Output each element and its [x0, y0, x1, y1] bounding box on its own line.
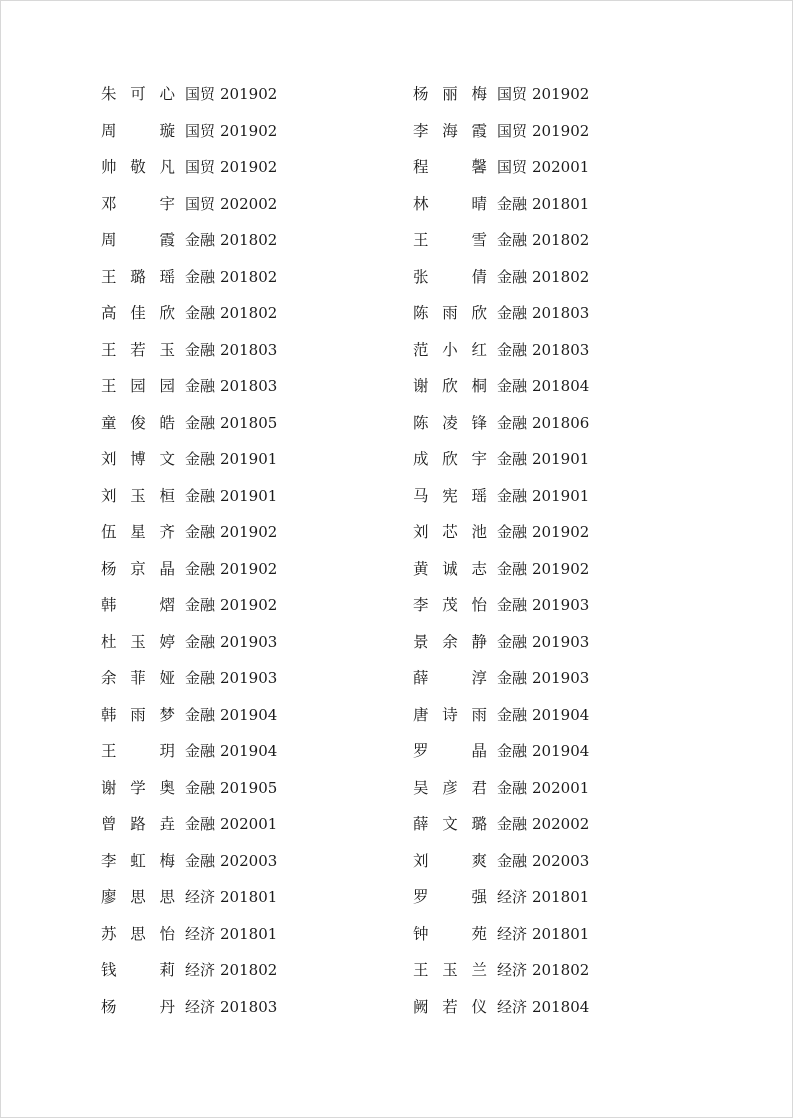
student-class-year: 201803 — [220, 340, 278, 359]
roster-entry — [101, 374, 401, 396]
student-name: 王璐瑶 — [101, 267, 175, 286]
roster-entry — [101, 228, 401, 250]
student-major: 金融 — [185, 523, 216, 542]
student-class-year: 202003 — [532, 851, 590, 870]
table-row — [101, 988, 701, 1025]
table-row — [101, 513, 701, 550]
student-major: 经济 — [497, 997, 528, 1016]
student-name: 薛文璐 — [413, 815, 487, 834]
student-class-year: 201902 — [532, 559, 590, 578]
table-row — [101, 951, 701, 988]
student-name: 马宪瑶 — [413, 486, 487, 505]
roster-entry — [401, 301, 701, 323]
roster-cell — [401, 623, 701, 660]
student-major: 金融 — [497, 851, 528, 870]
table-row — [101, 878, 701, 915]
roster-cell — [101, 221, 401, 258]
roster-entry — [401, 228, 701, 250]
roster-entry — [401, 484, 701, 506]
student-name: 刘博文 — [101, 450, 175, 469]
roster-cell — [401, 878, 701, 915]
roster-entry — [401, 411, 701, 433]
student-major: 金融 — [497, 705, 528, 724]
roster-cell — [401, 659, 701, 696]
student-major: 金融 — [497, 815, 528, 834]
student-major: 金融 — [497, 523, 528, 542]
student-major: 金融 — [185, 596, 216, 615]
student-major: 金融 — [185, 559, 216, 578]
roster-cell — [101, 769, 401, 806]
student-class-year: 201805 — [220, 413, 278, 432]
student-name: 童俊皓 — [101, 413, 175, 432]
student-class-year: 201901 — [532, 450, 590, 469]
student-name: 陈凌锋 — [413, 413, 487, 432]
student-name: 刘 爽 — [413, 851, 487, 870]
student-major: 国贸 — [497, 85, 528, 104]
table-row — [101, 915, 701, 952]
table-row — [101, 258, 701, 295]
student-class-year: 201904 — [220, 705, 278, 724]
roster-entry — [101, 411, 401, 433]
student-class-year: 201902 — [532, 85, 590, 104]
table-row — [101, 112, 701, 149]
student-class-year: 201902 — [220, 121, 278, 140]
student-class-year: 201904 — [532, 742, 590, 761]
student-name: 林 晴 — [413, 194, 487, 213]
roster-cell — [401, 696, 701, 733]
roster-entry — [401, 776, 701, 798]
student-class-year: 201803 — [220, 377, 278, 396]
roster-entry — [101, 155, 401, 177]
roster-cell — [401, 331, 701, 368]
roster-cell — [101, 586, 401, 623]
student-class-year: 201802 — [220, 231, 278, 250]
student-name: 钱 莉 — [101, 961, 175, 980]
student-class-year: 202002 — [220, 194, 278, 213]
student-class-year: 201804 — [532, 997, 590, 1016]
student-class-year: 201902 — [220, 596, 278, 615]
student-major: 经济 — [497, 888, 528, 907]
student-class-year: 201904 — [220, 742, 278, 761]
table-row — [101, 477, 701, 514]
student-name: 朱可心 — [101, 85, 175, 104]
student-class-year: 201901 — [220, 486, 278, 505]
roster-cell — [101, 623, 401, 660]
student-class-year: 201802 — [220, 304, 278, 323]
student-major: 金融 — [497, 596, 528, 615]
student-name: 成欣宇 — [413, 450, 487, 469]
roster-entry — [401, 557, 701, 579]
student-name: 吴彦君 — [413, 778, 487, 797]
roster-cell — [101, 915, 401, 952]
student-major: 国贸 — [497, 158, 528, 177]
roster-cell — [101, 75, 401, 112]
student-major: 金融 — [497, 304, 528, 323]
roster-cell — [101, 440, 401, 477]
roster-entry — [401, 520, 701, 542]
student-class-year: 201903 — [220, 669, 278, 688]
roster-entry — [401, 739, 701, 761]
table-row — [101, 769, 701, 806]
roster-cell — [401, 842, 701, 879]
student-name: 杨丽梅 — [413, 85, 487, 104]
roster-entry — [101, 484, 401, 506]
student-class-year: 201902 — [220, 158, 278, 177]
student-class-year: 201902 — [220, 85, 278, 104]
roster-cell — [401, 586, 701, 623]
table-row — [101, 294, 701, 331]
roster-entry — [401, 374, 701, 396]
student-major: 金融 — [185, 450, 216, 469]
student-class-year: 201902 — [532, 523, 590, 542]
student-major: 金融 — [497, 778, 528, 797]
student-name: 邓 宇 — [101, 194, 175, 213]
student-class-year: 201801 — [532, 194, 590, 213]
roster-table — [101, 75, 701, 1024]
student-major: 金融 — [185, 486, 216, 505]
student-major: 金融 — [185, 815, 216, 834]
student-major: 金融 — [185, 231, 216, 250]
roster-cell — [101, 148, 401, 185]
student-major: 金融 — [497, 340, 528, 359]
student-name: 程 馨 — [413, 158, 487, 177]
student-class-year: 201803 — [532, 340, 590, 359]
roster-cell — [101, 331, 401, 368]
roster-cell — [401, 112, 701, 149]
roster-cell — [401, 440, 701, 477]
roster-entry — [101, 958, 401, 980]
student-name: 韩雨梦 — [101, 705, 175, 724]
roster-cell — [401, 988, 701, 1025]
roster-cell — [101, 732, 401, 769]
student-class-year: 201802 — [532, 267, 590, 286]
roster-cell — [401, 550, 701, 587]
roster-entry — [101, 630, 401, 652]
student-name: 周 霞 — [101, 231, 175, 250]
roster-entry — [401, 155, 701, 177]
student-name: 周 璇 — [101, 121, 175, 140]
student-major: 国贸 — [185, 85, 216, 104]
roster-cell — [101, 805, 401, 842]
student-name: 廖思思 — [101, 888, 175, 907]
roster-cell — [401, 805, 701, 842]
student-class-year: 202001 — [532, 158, 590, 177]
roster-cell — [401, 185, 701, 222]
student-major: 国贸 — [497, 121, 528, 140]
student-name: 景余静 — [413, 632, 487, 651]
student-name: 李海霞 — [413, 121, 487, 140]
student-name: 罗 晶 — [413, 742, 487, 761]
student-class-year: 201801 — [532, 924, 590, 943]
student-name: 杜玉婷 — [101, 632, 175, 651]
student-major: 金融 — [185, 669, 216, 688]
roster-entry — [101, 301, 401, 323]
table-row — [101, 185, 701, 222]
student-name: 帅敬凡 — [101, 158, 175, 177]
student-class-year: 201802 — [220, 267, 278, 286]
student-major: 金融 — [497, 632, 528, 651]
roster-cell — [401, 915, 701, 952]
table-row — [101, 550, 701, 587]
roster-entry — [401, 593, 701, 615]
roster-entry — [401, 666, 701, 688]
student-major: 经济 — [497, 924, 528, 943]
roster-cell — [401, 769, 701, 806]
table-row — [101, 148, 701, 185]
student-name: 王玉兰 — [413, 961, 487, 980]
table-row — [101, 623, 701, 660]
roster-cell — [401, 148, 701, 185]
student-name: 李虹梅 — [101, 851, 175, 870]
student-major: 金融 — [497, 559, 528, 578]
roster-entry — [101, 265, 401, 287]
student-major: 金融 — [497, 267, 528, 286]
student-name: 谢学奥 — [101, 778, 175, 797]
student-name: 薛 淳 — [413, 669, 487, 688]
student-class-year: 201902 — [532, 121, 590, 140]
roster-entry — [401, 958, 701, 980]
student-name: 阙若仪 — [413, 997, 487, 1016]
table-row — [101, 696, 701, 733]
student-name: 高佳欣 — [101, 304, 175, 323]
roster-cell — [101, 367, 401, 404]
roster-entry — [101, 922, 401, 944]
student-name: 王若玉 — [101, 340, 175, 359]
student-name: 范小红 — [413, 340, 487, 359]
student-class-year: 202001 — [220, 815, 278, 834]
student-major: 经济 — [185, 888, 216, 907]
roster-entry — [101, 119, 401, 141]
roster-entry — [101, 82, 401, 104]
student-class-year: 202001 — [532, 778, 590, 797]
student-major: 国贸 — [185, 158, 216, 177]
roster-cell — [101, 988, 401, 1025]
student-major: 经济 — [497, 961, 528, 980]
roster-entry — [101, 557, 401, 579]
roster-cell — [101, 112, 401, 149]
student-name: 谢欣桐 — [413, 377, 487, 396]
student-class-year: 201903 — [532, 596, 590, 615]
roster-entry — [401, 922, 701, 944]
table-row — [101, 842, 701, 879]
roster-cell — [101, 951, 401, 988]
roster-entry — [101, 776, 401, 798]
student-name: 曾路垚 — [101, 815, 175, 834]
roster-entry — [101, 338, 401, 360]
roster-entry — [101, 885, 401, 907]
roster-entry — [101, 192, 401, 214]
student-class-year: 201802 — [220, 961, 278, 980]
table-row — [101, 367, 701, 404]
student-major: 金融 — [185, 267, 216, 286]
table-row — [101, 440, 701, 477]
student-major: 金融 — [497, 194, 528, 213]
table-row — [101, 659, 701, 696]
roster-entry — [101, 593, 401, 615]
student-class-year: 201801 — [220, 924, 278, 943]
student-name: 陈雨欣 — [413, 304, 487, 323]
student-class-year: 201902 — [220, 559, 278, 578]
student-name: 王 雪 — [413, 231, 487, 250]
roster-entry — [101, 666, 401, 688]
roster-entry — [401, 703, 701, 725]
roster-cell — [101, 878, 401, 915]
roster-cell — [401, 367, 701, 404]
student-name: 杨京晶 — [101, 559, 175, 578]
student-major: 国贸 — [185, 121, 216, 140]
roster-cell — [401, 404, 701, 441]
student-name: 刘芯池 — [413, 523, 487, 542]
student-major: 金融 — [497, 377, 528, 396]
student-major: 金融 — [497, 742, 528, 761]
roster-entry — [401, 119, 701, 141]
roster-cell — [101, 513, 401, 550]
student-class-year: 201802 — [532, 961, 590, 980]
roster-cell — [401, 258, 701, 295]
student-class-year: 201801 — [220, 888, 278, 907]
roster-entry — [401, 812, 701, 834]
roster-cell — [101, 696, 401, 733]
student-class-year: 201802 — [532, 231, 590, 250]
student-class-year: 201806 — [532, 413, 590, 432]
student-name: 张 倩 — [413, 267, 487, 286]
table-row — [101, 586, 701, 623]
table-row — [101, 404, 701, 441]
roster-entry — [401, 265, 701, 287]
student-class-year: 201902 — [220, 523, 278, 542]
student-name: 余菲娅 — [101, 669, 175, 688]
table-row — [101, 805, 701, 842]
roster-cell — [401, 221, 701, 258]
student-major: 金融 — [185, 705, 216, 724]
student-major: 金融 — [185, 851, 216, 870]
roster-cell — [101, 294, 401, 331]
roster-cell — [101, 258, 401, 295]
student-class-year: 202002 — [532, 815, 590, 834]
student-class-year: 201901 — [220, 450, 278, 469]
roster-entry — [401, 338, 701, 360]
student-major: 金融 — [497, 669, 528, 688]
roster-content — [101, 75, 701, 1024]
roster-entry — [101, 520, 401, 542]
student-class-year: 201903 — [532, 669, 590, 688]
student-major: 金融 — [185, 304, 216, 323]
roster-entry — [401, 995, 701, 1017]
student-major: 经济 — [185, 924, 216, 943]
roster-cell — [101, 185, 401, 222]
student-name: 罗 强 — [413, 888, 487, 907]
roster-entry — [101, 739, 401, 761]
student-class-year: 201801 — [532, 888, 590, 907]
student-class-year: 201803 — [532, 304, 590, 323]
roster-cell — [401, 477, 701, 514]
student-name: 王 玥 — [101, 742, 175, 761]
student-major: 经济 — [185, 997, 216, 1016]
roster-cell — [401, 75, 701, 112]
student-class-year: 201901 — [532, 486, 590, 505]
roster-entry — [101, 849, 401, 871]
table-row — [101, 732, 701, 769]
student-class-year: 201803 — [220, 997, 278, 1016]
roster-entry — [401, 849, 701, 871]
student-class-year: 201804 — [532, 377, 590, 396]
student-name: 杨 丹 — [101, 997, 175, 1016]
roster-cell — [101, 477, 401, 514]
student-major: 金融 — [185, 413, 216, 432]
student-class-year: 201903 — [220, 632, 278, 651]
table-row — [101, 331, 701, 368]
roster-cell — [101, 404, 401, 441]
roster-cell — [401, 732, 701, 769]
student-name: 韩 熠 — [101, 596, 175, 615]
student-class-year: 202003 — [220, 851, 278, 870]
roster-cell — [101, 842, 401, 879]
student-name: 李茂怡 — [413, 596, 487, 615]
roster-cell — [101, 659, 401, 696]
student-name: 王园园 — [101, 377, 175, 396]
roster-cell — [401, 513, 701, 550]
roster-entry — [101, 703, 401, 725]
student-name: 唐诗雨 — [413, 705, 487, 724]
student-class-year: 201905 — [220, 778, 278, 797]
student-major: 金融 — [497, 450, 528, 469]
student-major: 经济 — [185, 961, 216, 980]
student-class-year: 201904 — [532, 705, 590, 724]
student-class-year: 201903 — [532, 632, 590, 651]
student-name: 苏思怡 — [101, 924, 175, 943]
roster-entry — [401, 630, 701, 652]
table-row — [101, 75, 701, 112]
student-major: 金融 — [185, 377, 216, 396]
student-major: 金融 — [185, 742, 216, 761]
roster-cell — [101, 550, 401, 587]
roster-entry — [101, 447, 401, 469]
student-name: 伍星齐 — [101, 523, 175, 542]
student-name: 黄诚志 — [413, 559, 487, 578]
student-major: 金融 — [497, 413, 528, 432]
roster-entry — [101, 812, 401, 834]
roster-entry — [401, 82, 701, 104]
roster-body — [101, 75, 701, 1024]
student-major: 金融 — [185, 632, 216, 651]
student-major: 金融 — [185, 778, 216, 797]
student-major: 金融 — [497, 231, 528, 250]
roster-entry — [401, 885, 701, 907]
roster-entry — [401, 192, 701, 214]
student-major: 金融 — [185, 340, 216, 359]
student-major: 国贸 — [185, 194, 216, 213]
student-name: 刘玉桓 — [101, 486, 175, 505]
roster-cell — [401, 294, 701, 331]
table-row — [101, 221, 701, 258]
student-name: 钟 苑 — [413, 924, 487, 943]
student-major: 金融 — [497, 486, 528, 505]
roster-entry — [101, 995, 401, 1017]
roster-cell — [401, 951, 701, 988]
roster-entry — [401, 447, 701, 469]
